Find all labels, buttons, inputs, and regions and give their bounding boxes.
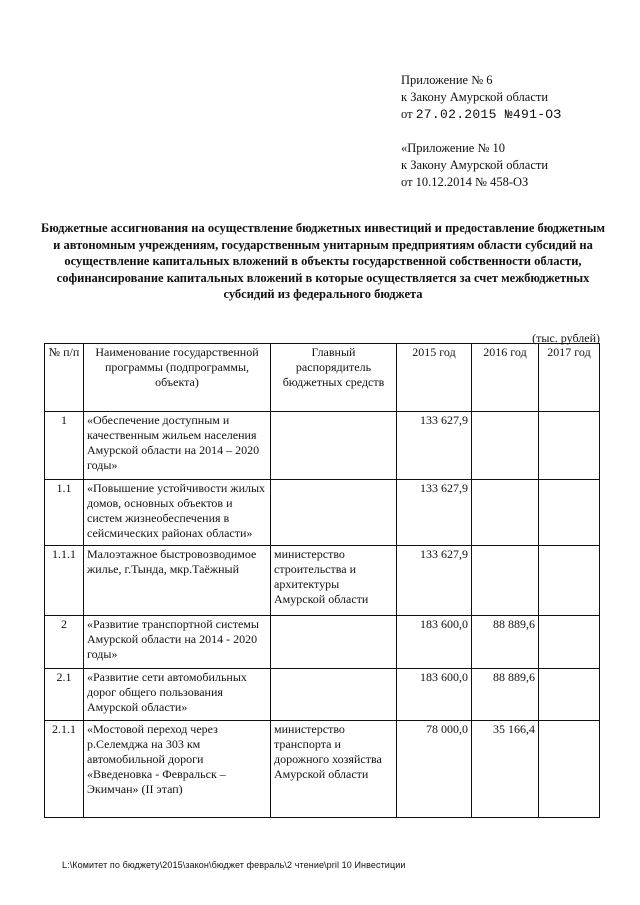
annex-6-line1: Приложение № 6 — [401, 73, 493, 87]
row-manager: министерство строительства и архитектуры Амурской области — [271, 546, 397, 616]
annex-10-line3: от 10.12.2014 № 458-ОЗ — [401, 175, 529, 189]
row-name: «Обеспечение доступным и качественным жильем населения Амурской области на 2014 – 2020 годы» — [84, 412, 271, 480]
annex-6-date-prefix: от — [401, 107, 413, 121]
table-row — [45, 412, 600, 480]
row-2016 — [472, 412, 539, 480]
annex-10-line1: «Приложение № 10 — [401, 141, 506, 155]
row-2015: 133 627,9 — [397, 480, 472, 546]
row-2015: 133 627,9 — [397, 546, 472, 616]
row-2017 — [539, 721, 600, 818]
row-2016 — [472, 546, 539, 616]
allocations-table — [44, 343, 600, 818]
row-name: «Развитие сети автомобильных дорог общего пользования Амурской области» — [84, 669, 271, 721]
table-row — [45, 616, 600, 669]
row-num: 2.1 — [45, 669, 84, 721]
header-name: Наименование государственной программы (подпрограммы, объекта) — [84, 344, 271, 412]
row-num: 1 — [45, 412, 84, 480]
row-manager — [271, 669, 397, 721]
row-num: 2 — [45, 616, 84, 669]
row-manager — [271, 480, 397, 546]
annex-6-date-stamp: 27.02.2015 №491-ОЗ — [415, 107, 562, 122]
row-2017 — [539, 480, 600, 546]
row-2017 — [539, 412, 600, 480]
row-2016: 88 889,6 — [472, 616, 539, 669]
row-num: 2.1.1 — [45, 721, 84, 818]
row-2016: 88 889,6 — [472, 669, 539, 721]
row-2015: 133 627,9 — [397, 412, 472, 480]
table-row — [45, 480, 600, 546]
header-num: № п/п — [45, 344, 84, 412]
row-2017 — [539, 616, 600, 669]
row-name: «Мостовой переход через р.Селемджа на 303 км автомобильной дороги «Введеновка - Февральск – Экимчан» (II этап) — [84, 721, 271, 818]
row-name: «Развитие транспортной системы Амурской области на 2014 - 2020 годы» — [84, 616, 271, 669]
row-2016: 35 166,4 — [472, 721, 539, 818]
row-2016 — [472, 480, 539, 546]
table-row — [45, 721, 600, 818]
row-2015: 78 000,0 — [397, 721, 472, 818]
annex-10-line2: к Закону Амурской области — [401, 158, 549, 172]
row-num: 1.1 — [45, 480, 84, 546]
table-header-row — [45, 344, 600, 412]
file-path-footer: L:\Комитет по бюджету\2015\закон\бюджет февраль\2 чтение\pril 10 Инвестиции — [62, 860, 406, 870]
row-num: 1.1.1 — [45, 546, 84, 616]
row-name: «Повышение устойчивости жилых домов, основных объектов и систем жизнеобеспечения в сейсмических районах области» — [84, 480, 271, 546]
row-manager — [271, 616, 397, 669]
row-2015: 183 600,0 — [397, 616, 472, 669]
annex-10-header — [401, 140, 548, 191]
header-manager: Главный распорядитель бюджетных средств — [271, 344, 397, 412]
row-2017 — [539, 669, 600, 721]
row-manager — [271, 412, 397, 480]
annex-6-date — [401, 106, 562, 123]
row-2017 — [539, 546, 600, 616]
row-name: Малоэтажное быстровозводимое жилье, г.Тында, мкр.Таёжный — [84, 546, 271, 616]
table-row — [45, 669, 600, 721]
header-2017: 2017 год — [539, 344, 600, 412]
annex-6-header — [401, 72, 562, 123]
annex-6-line2: к Закону Амурской области — [401, 90, 549, 104]
row-manager: министерство транспорта и дорожного хозяйства Амурской области — [271, 721, 397, 818]
document-title: Бюджетные ассигнования на осуществление бюджетных инвестиций и предоставление бюджетным и автономным учреждениям, государственным унитарным предприятиям области субсидий на осуществление капитальных вложений в объекты государственной собственности области, софинансирование капитальных вложений в которые осуществляется за счет межбюджетных субсидий из федерального бюджета — [41, 221, 605, 301]
header-2016: 2016 год — [472, 344, 539, 412]
table-row — [45, 546, 600, 616]
row-2015: 183 600,0 — [397, 669, 472, 721]
units-label: (тыс. рублей) — [532, 331, 600, 345]
header-2015: 2015 год — [397, 344, 472, 412]
